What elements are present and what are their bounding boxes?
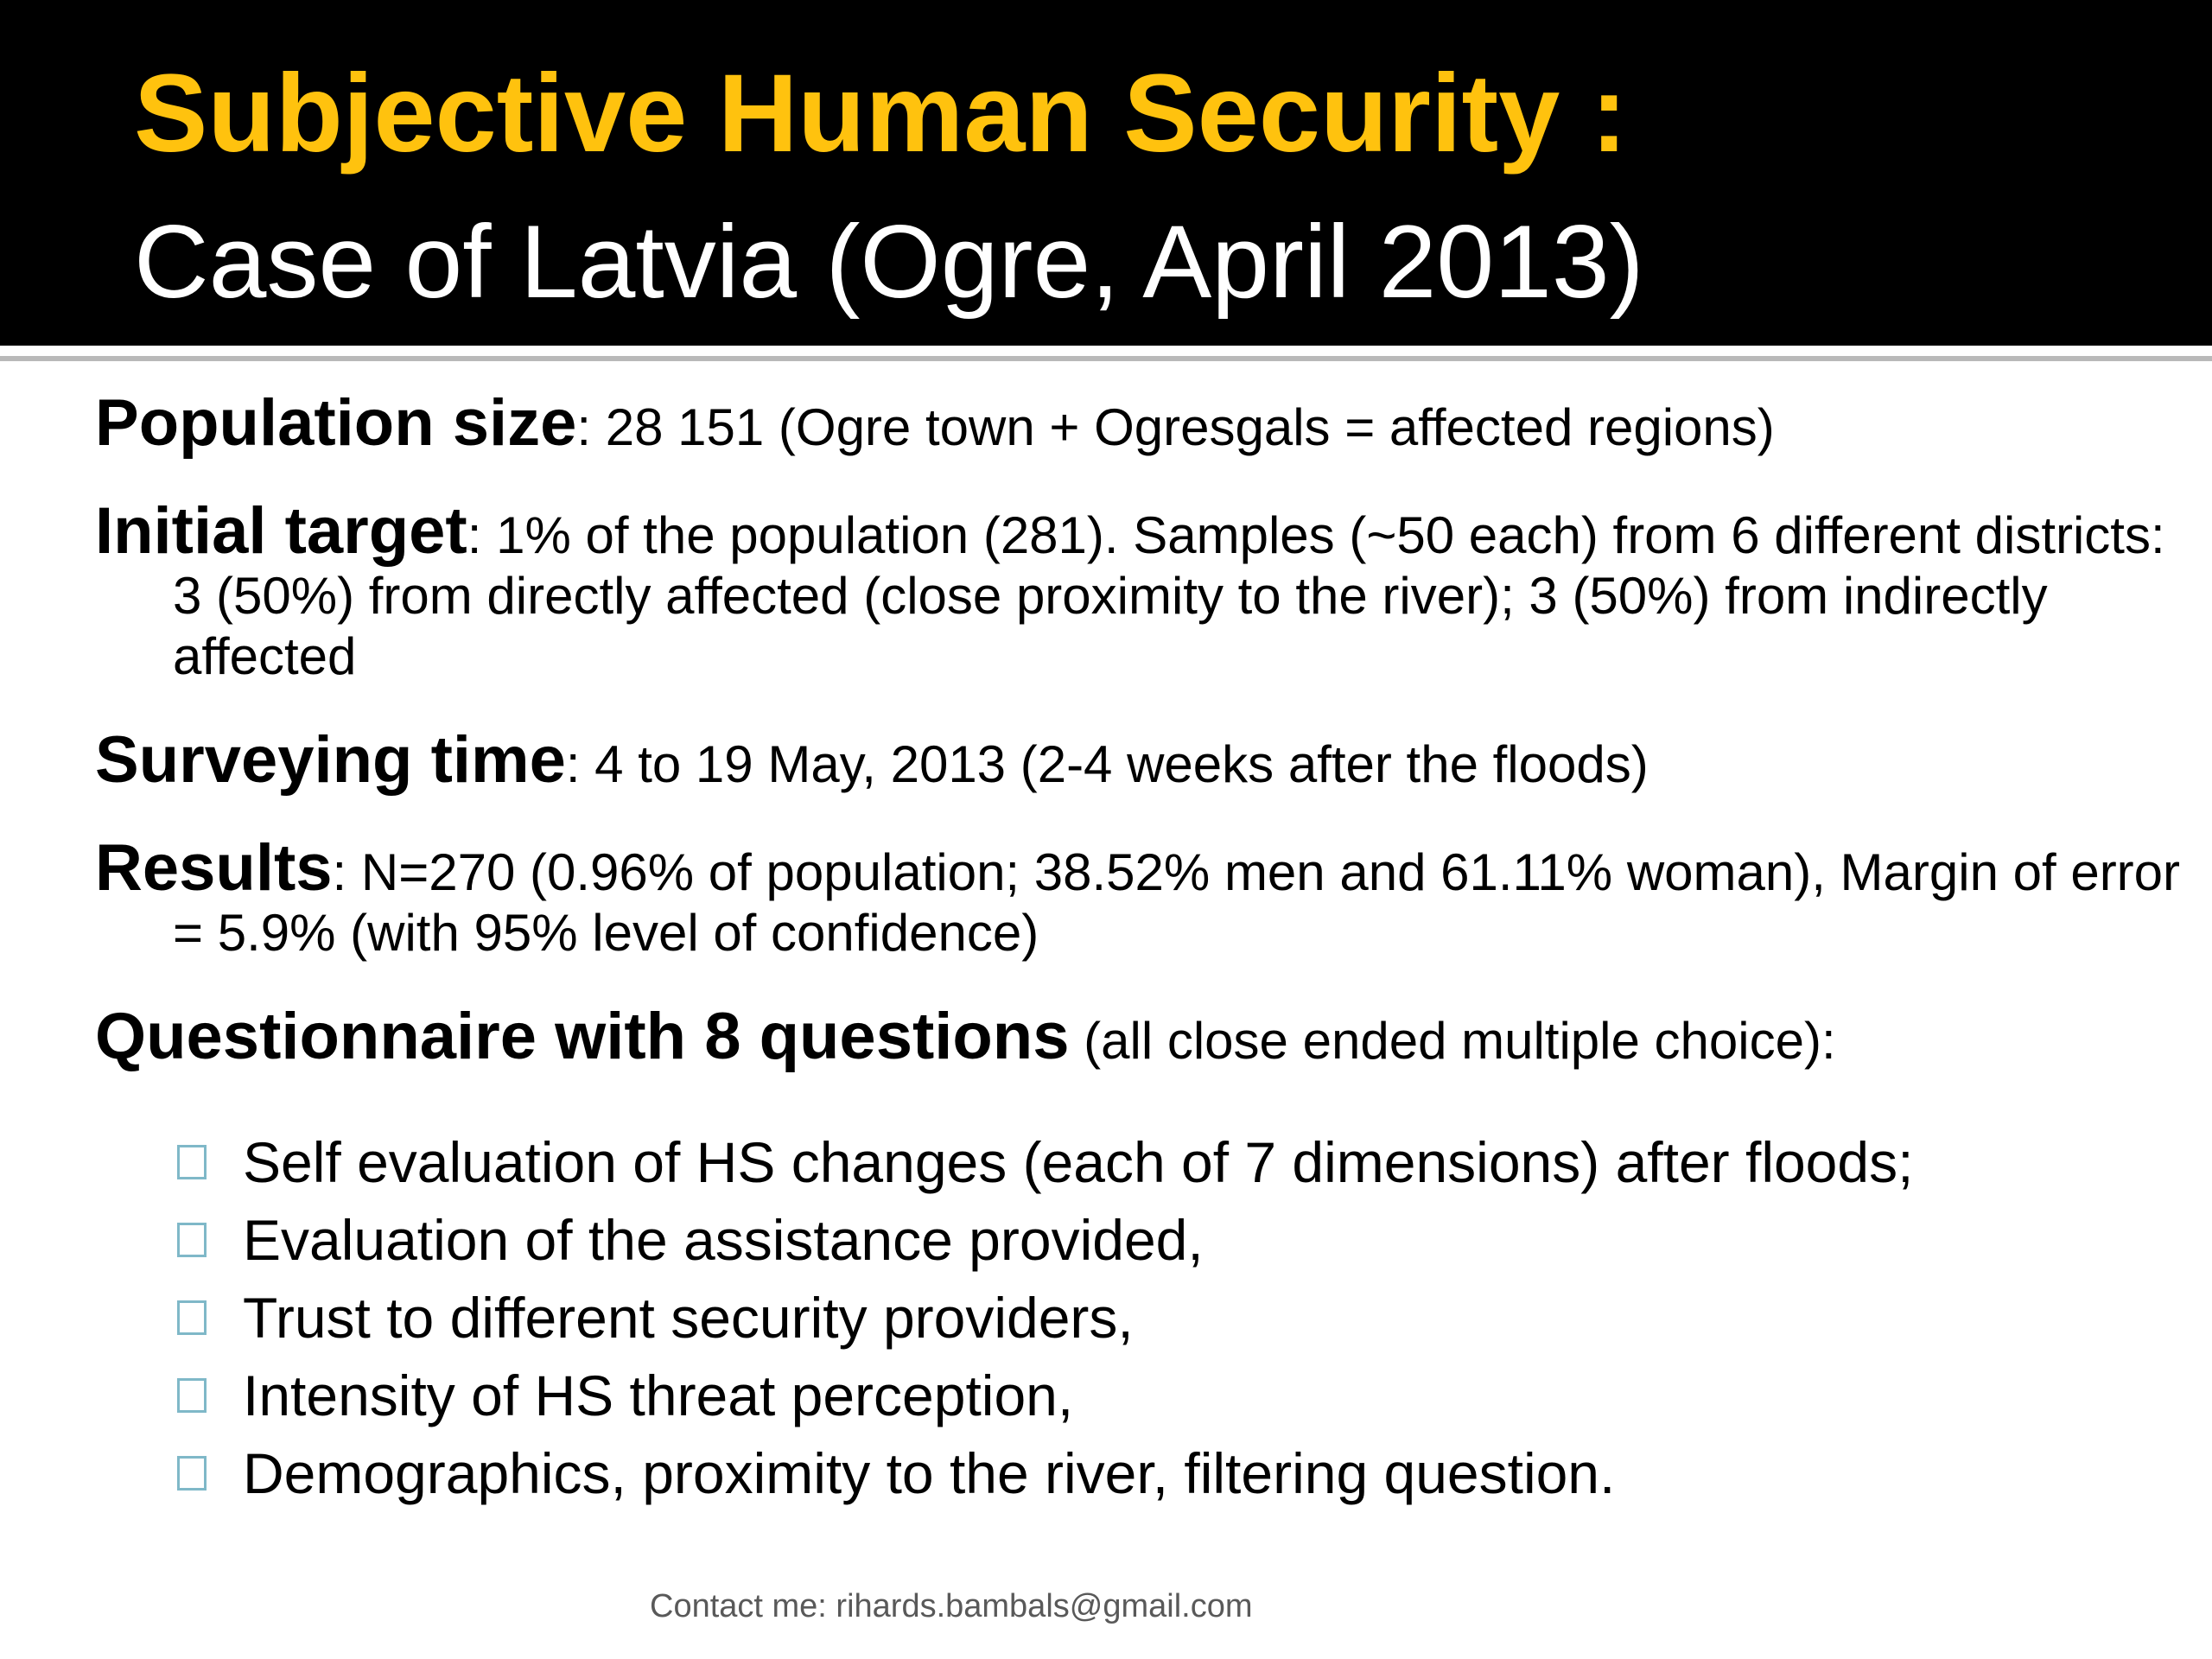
results-paragraph: [95, 831, 2186, 963]
slide-title-line2: Case of Latvia (Ogre, April 2013): [134, 204, 1644, 320]
questionnaire-paragraph: [95, 1000, 2186, 1073]
header-divider: [0, 356, 2212, 361]
list-item-text: Intensity of HS threat perception,: [243, 1363, 1074, 1427]
population-size-text: : 28 151 (Ogre town + Ogresgals = affected regions): [576, 398, 1775, 456]
results-label: Results: [95, 831, 333, 905]
list-item: [177, 1201, 2186, 1279]
title-bar: [0, 0, 2212, 346]
list-item: [177, 1357, 2186, 1434]
surveying-time-label: Surveying time: [95, 723, 566, 797]
initial-target-paragraph: [95, 494, 2186, 687]
list-item-text: Demographics, proximity to the river, filtering question.: [243, 1441, 1616, 1505]
square-bullet-icon: [177, 1456, 207, 1491]
initial-target-label: Initial target: [95, 494, 467, 568]
initial-target-text: : 1% of the population (281). Samples (~50 each) from 6 different districts: 3 (50%) from directly affected (close proximity to the river); 3 (50%) from indirectly affected: [173, 506, 2165, 685]
slide-title-line1: Subjective Human Security :: [134, 52, 1628, 175]
list-item: [177, 1279, 2186, 1357]
question-topics-list: [95, 1123, 2186, 1512]
results-text: : N=270 (0.96% of population; 38.52% men and 61.11% woman), Margin of error = 5.9% (with 95% level of confidence): [173, 843, 2181, 962]
population-size-paragraph: [95, 386, 2186, 460]
questionnaire-text: (all close ended multiple choice):: [1069, 1012, 1836, 1070]
square-bullet-icon: [177, 1300, 207, 1335]
list-item: [177, 1123, 2186, 1201]
surveying-time-text: : 4 to 19 May, 2013 (2-4 weeks after the floods): [565, 735, 1649, 793]
contact-footer: Contact me: rihards.bambals@gmail.com: [650, 1588, 1253, 1624]
list-item: [177, 1434, 2186, 1512]
questionnaire-label: Questionnaire with 8 questions: [95, 1000, 1070, 1073]
list-item-text: Trust to different security providers,: [243, 1286, 1134, 1350]
population-size-label: Population size: [95, 386, 577, 460]
surveying-time-paragraph: [95, 723, 2186, 797]
slide-body: [95, 386, 2186, 1512]
square-bullet-icon: [177, 1378, 207, 1413]
list-item-text: Self evaluation of HS changes (each of 7 dimensions) after floods;: [243, 1130, 1914, 1194]
square-bullet-icon: [177, 1223, 207, 1257]
list-item-text: Evaluation of the assistance provided,: [243, 1208, 1204, 1272]
square-bullet-icon: [177, 1145, 207, 1179]
